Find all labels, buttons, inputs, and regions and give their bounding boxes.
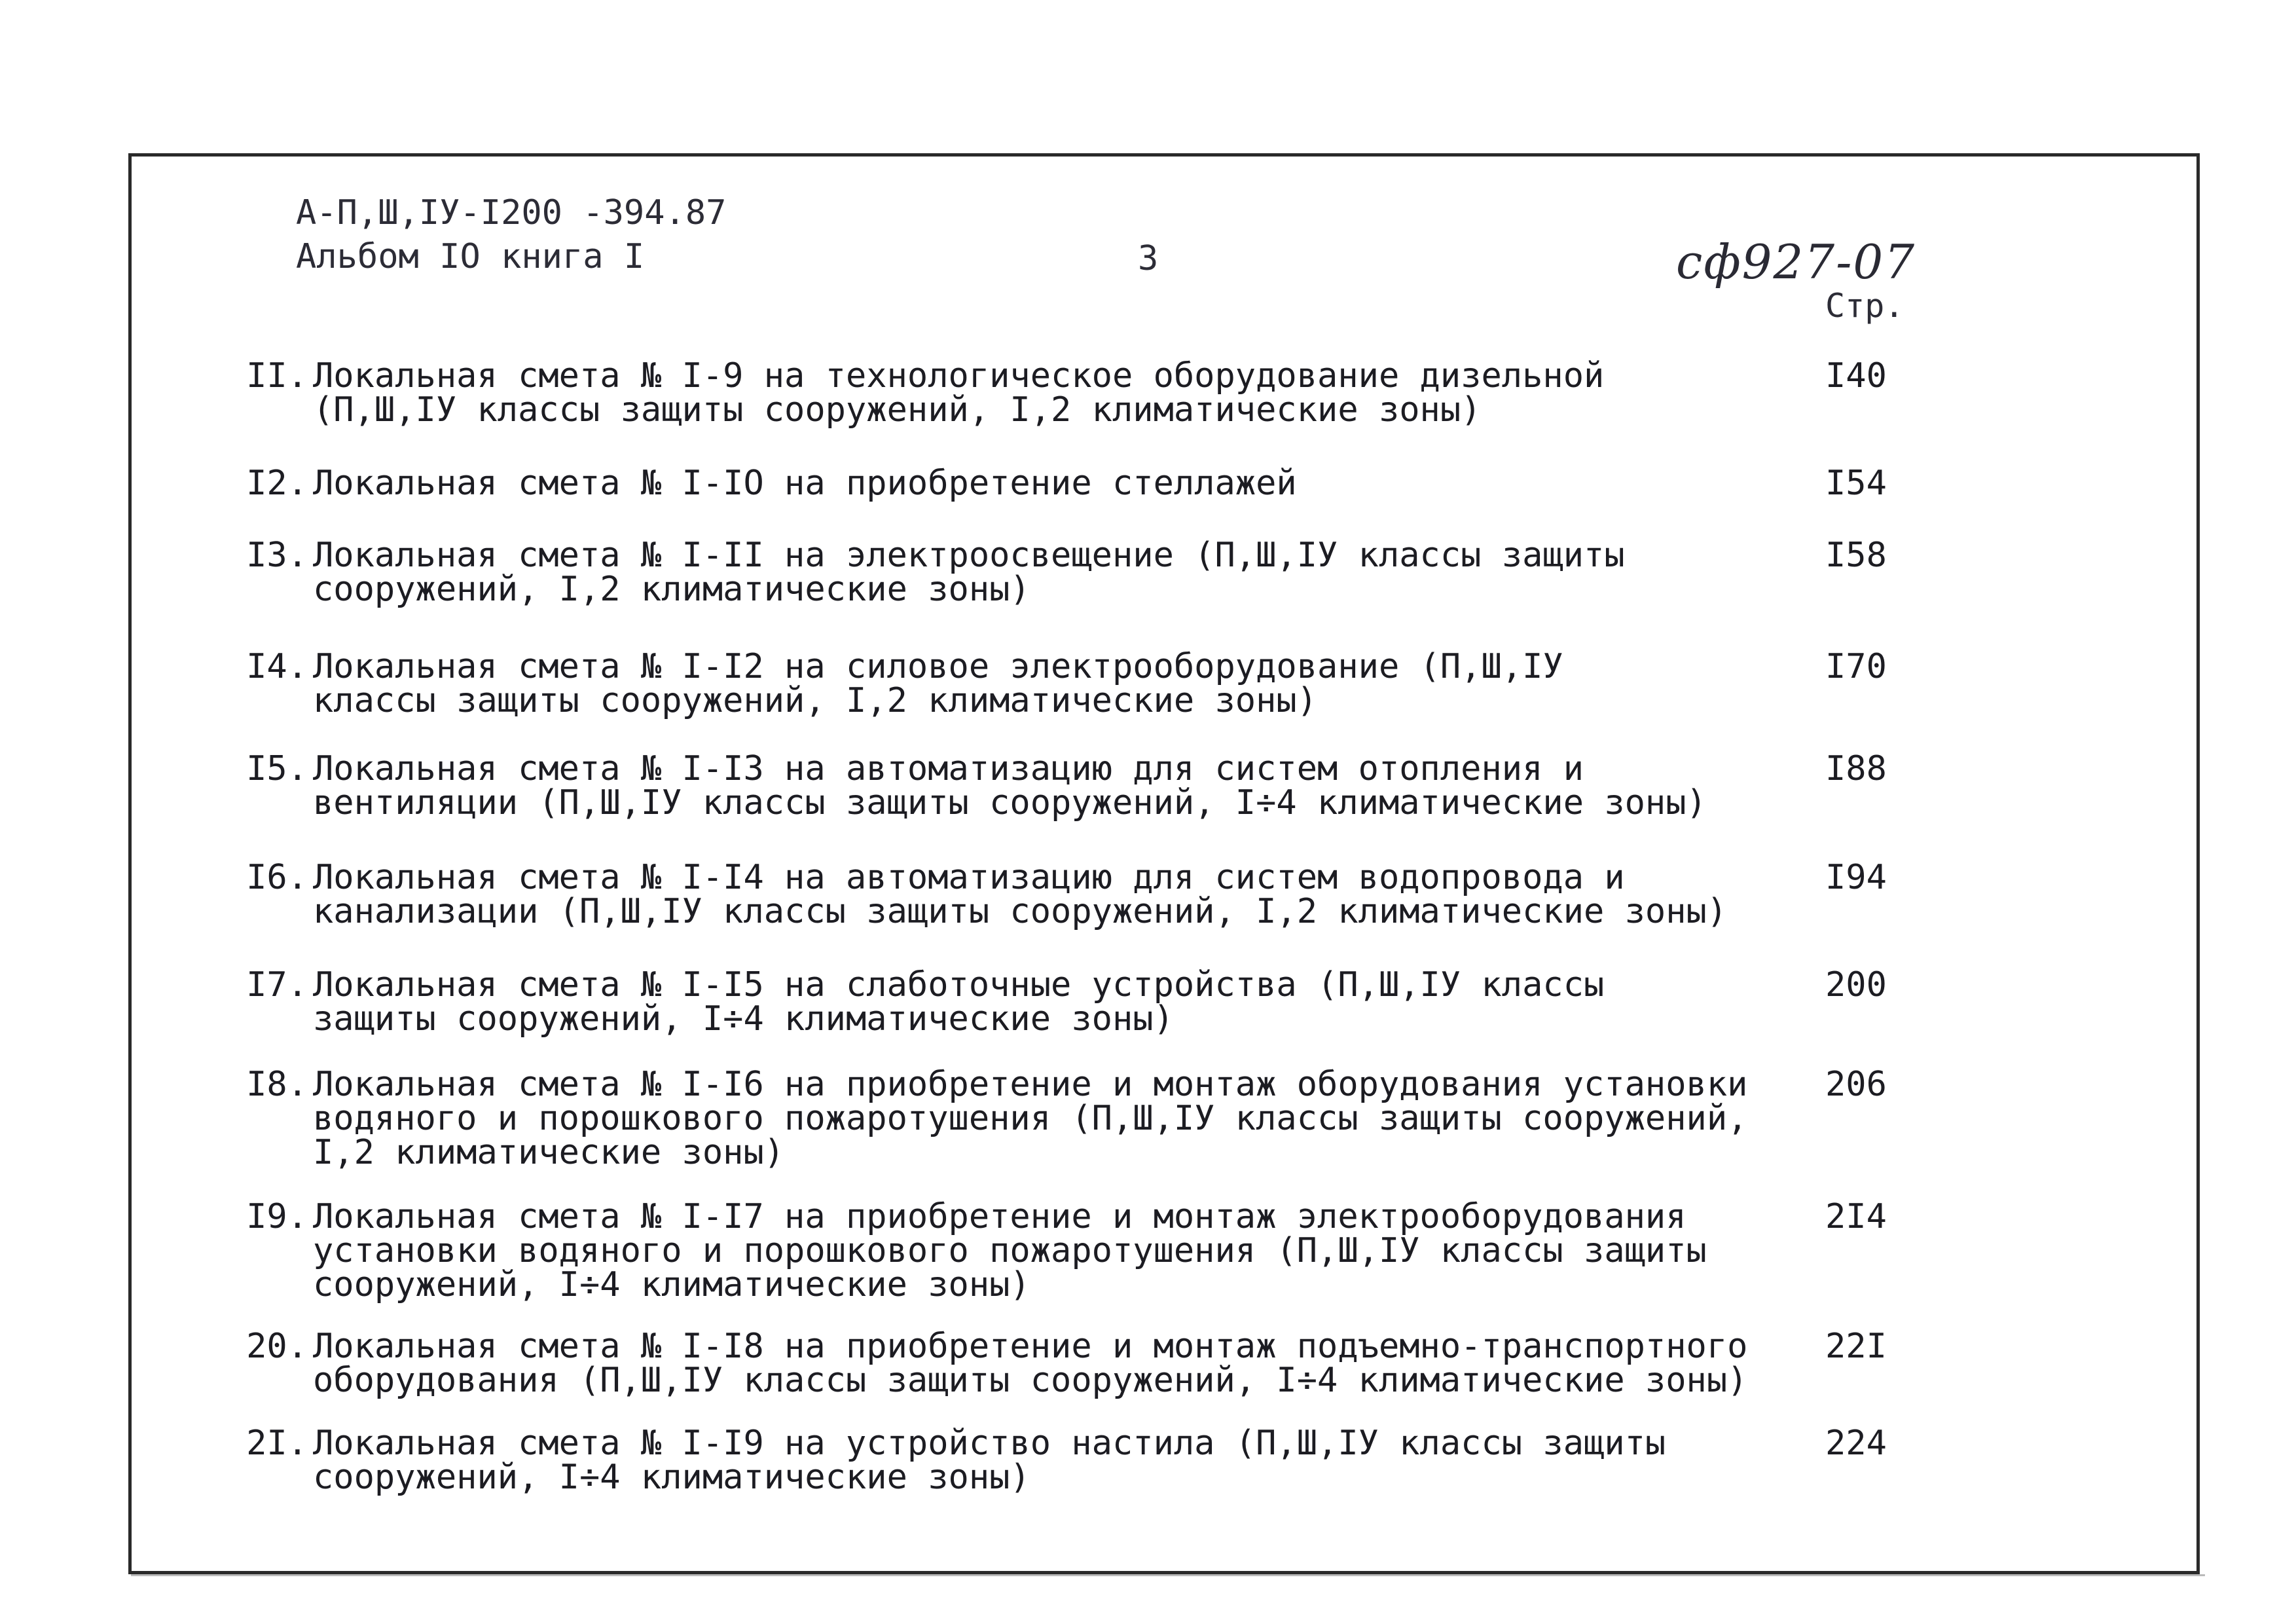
entry-title bbox=[313, 536, 1779, 609]
entry-page-number: I94 bbox=[1825, 858, 1887, 897]
entry-title bbox=[313, 1327, 1779, 1400]
entry-title-line: канализации (П,Ш,IУ классы защиты сооружений, I,2 климатические зоны) bbox=[313, 892, 1728, 931]
entry-page-number: 206 bbox=[1825, 1065, 1887, 1104]
entry-title-line: защиты сооружений, I÷4 климатические зоны) bbox=[313, 999, 1174, 1039]
entry-title-line: водяного и порошкового пожаротушения (П,Ш,IУ классы защиты сооружений, bbox=[313, 1099, 1748, 1138]
entry-title-line: сооружений, I÷4 климатические зоны) bbox=[313, 1458, 1030, 1497]
entry-page-number: 22I bbox=[1825, 1327, 1887, 1366]
entry-title bbox=[313, 965, 1779, 1039]
entry-title bbox=[313, 647, 1779, 720]
entry-title-line: Локальная смета № I-II на электроосвещение (П,Ш,IУ классы защиты bbox=[313, 536, 1625, 575]
entry-title bbox=[313, 356, 1779, 430]
entry-title-line: Локальная смета № I-9 на технологическое оборудование дизельной bbox=[313, 356, 1605, 396]
entry-title-line: оборудования (П,Ш,IУ классы защиты сооружений, I÷4 климатические зоны) bbox=[313, 1361, 1748, 1400]
entry-number: I8. bbox=[246, 1065, 308, 1104]
entry-title-line: (П,Ш,IУ классы защиты сооружений, I,2 климатические зоны) bbox=[313, 390, 1482, 430]
entry-title bbox=[313, 1197, 1779, 1304]
entry-title bbox=[313, 464, 1779, 503]
document-code: А-П,Ш,IУ-I200 -394.87 bbox=[296, 193, 727, 232]
entry-title-line: сооружений, I÷4 климатические зоны) bbox=[313, 1265, 1030, 1304]
entry-page-number: I58 bbox=[1825, 536, 1887, 575]
entry-title-line: Локальная смета № I-I2 на силовое электрооборудование (П,Ш,IУ bbox=[313, 647, 1563, 686]
entry-title-line: Локальная смета № I-I3 на автоматизацию для систем отопления и bbox=[313, 749, 1584, 788]
entry-page-number: 224 bbox=[1825, 1424, 1887, 1463]
entry-title-line: установки водяного и порошкового пожаротушения (П,Ш,IУ классы защиты bbox=[313, 1231, 1707, 1270]
entry-page-number: I54 bbox=[1825, 464, 1887, 503]
entry-title-line: вентиляции (П,Ш,IУ классы защиты сооружений, I÷4 климатические зоны) bbox=[313, 783, 1707, 822]
entry-page-number: I40 bbox=[1825, 356, 1887, 396]
entry-title bbox=[313, 1424, 1779, 1497]
entry-number: I9. bbox=[246, 1197, 308, 1236]
entry-number: 20. bbox=[246, 1327, 308, 1366]
entry-number: I3. bbox=[246, 536, 308, 575]
entry-number: I6. bbox=[246, 858, 308, 897]
entry-number: II. bbox=[246, 356, 308, 396]
entry-number: I7. bbox=[246, 965, 308, 1005]
entry-title bbox=[313, 749, 1779, 822]
entry-number: 2I. bbox=[246, 1424, 308, 1463]
page-column-label: Стр. bbox=[1825, 287, 1904, 325]
entry-number: I4. bbox=[246, 647, 308, 686]
entry-title-line: Локальная смета № I-I9 на устройство настила (П,Ш,IУ классы защиты bbox=[313, 1424, 1666, 1463]
entry-title-line: Локальная смета № I-I8 на приобретение и монтаж подъемно-транспортного bbox=[313, 1327, 1748, 1366]
album-label: Альбом IO книга I bbox=[296, 237, 645, 276]
entry-page-number: 2I4 bbox=[1825, 1197, 1887, 1236]
entry-number: I5. bbox=[246, 749, 308, 788]
archive-stamp: сф927-07 bbox=[1676, 234, 1916, 289]
entry-page-number: 200 bbox=[1825, 965, 1887, 1005]
entry-page-number: I70 bbox=[1825, 647, 1887, 686]
entry-number: I2. bbox=[246, 464, 308, 503]
entry-page-number: I88 bbox=[1825, 749, 1887, 788]
entry-title-line: Локальная смета № I-I4 на автоматизацию для систем водопровода и bbox=[313, 858, 1625, 897]
entry-title-line: классы защиты сооружений, I,2 климатические зоны) bbox=[313, 681, 1318, 720]
entry-title-line: Локальная смета № I-I6 на приобретение и монтаж оборудования установки bbox=[313, 1065, 1748, 1104]
entry-title-line: Локальная смета № I-I5 на слаботочные устройства (П,Ш,IУ классы bbox=[313, 965, 1605, 1005]
entry-title-line: Локальная смета № I-I7 на приобретение и монтаж электрооборудования bbox=[313, 1197, 1686, 1236]
entry-title bbox=[313, 1067, 1779, 1170]
entry-title bbox=[313, 860, 1779, 929]
entry-title-line: сооружений, I,2 климатические зоны) bbox=[313, 570, 1030, 609]
sheet-number: 3 bbox=[1138, 239, 1159, 278]
entry-title-line: Локальная смета № I-IO на приобретение стеллажей bbox=[313, 464, 1297, 503]
entry-title-line: I,2 климатические зоны) bbox=[313, 1133, 785, 1172]
